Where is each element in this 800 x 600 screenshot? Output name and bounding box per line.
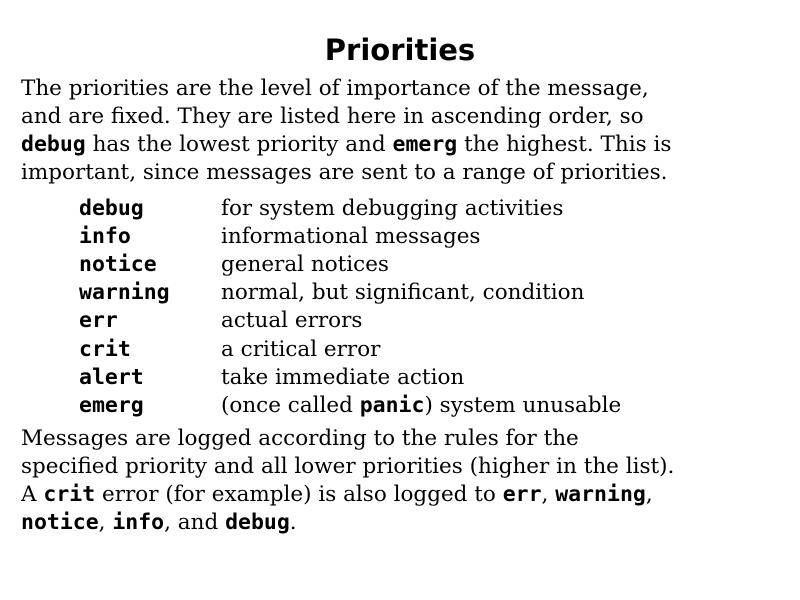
- priority-list: [79, 194, 779, 420]
- priority-description: informational messages: [221, 223, 481, 249]
- outro-line-4: [21, 509, 781, 537]
- priority-row-info: [79, 222, 779, 250]
- intro-line-3-end: the highest. This is: [457, 132, 672, 157]
- priority-row-err: [79, 307, 779, 335]
- priority-name: info: [79, 223, 131, 249]
- priority-description: [221, 393, 621, 418]
- priority-description: normal, but significant, condition: [221, 280, 585, 306]
- outro-line-3-sep-1: ,: [541, 482, 556, 507]
- outro-line-3-mid: error (for example) is also logged to: [95, 482, 503, 507]
- intro-paragraph: [21, 75, 781, 187]
- description-pre: (once called: [221, 392, 360, 418]
- priority-row-debug: [79, 194, 779, 222]
- code-notice: notice: [21, 510, 99, 535]
- outro-line-3-pre: A: [21, 482, 44, 507]
- outro-line-1: Messages are logged according to the rules for the: [21, 426, 579, 451]
- priority-row-emerg: [79, 391, 779, 419]
- page-title: Priorities: [324, 33, 476, 67]
- priority-description: for system debugging activities: [221, 195, 564, 221]
- outro-line-2: specified priority and all lower priorities (higher in the list).: [21, 454, 675, 479]
- outro-line-3-sep-2: ,: [645, 482, 653, 507]
- intro-line-1: The priorities are the level of importance of the message,: [21, 76, 649, 101]
- code-info: info: [112, 510, 165, 535]
- description-post: ) system unusable: [424, 392, 622, 418]
- outro-line-4-sep-2: , and: [164, 510, 226, 535]
- code-panic: panic: [359, 392, 425, 418]
- priority-name: err: [79, 308, 118, 334]
- priority-row-warning: [79, 279, 779, 307]
- priority-row-notice: [79, 250, 779, 278]
- priority-name: alert: [79, 364, 144, 390]
- priority-row-crit: [79, 335, 779, 363]
- priority-description: actual errors: [221, 308, 363, 334]
- code-crit: crit: [43, 482, 96, 507]
- priority-name: warning: [79, 280, 170, 306]
- outro-line-4-sep-1: ,: [98, 510, 113, 535]
- priority-name: notice: [79, 251, 157, 277]
- priority-name: emerg: [79, 392, 144, 418]
- priority-row-alert: [79, 363, 779, 391]
- outro-line-4-end: .: [289, 510, 297, 535]
- code-warning: warning: [555, 482, 646, 507]
- outro-paragraph: [21, 425, 781, 537]
- intro-line-2: and are fixed. They are listed here in ascending order, so: [21, 104, 644, 129]
- priority-description: take immediate action: [221, 364, 465, 390]
- priority-description: a critical error: [221, 336, 381, 362]
- intro-line-3-mid: has the lowest priority and: [85, 132, 393, 157]
- code-err: err: [502, 482, 542, 507]
- code-debug: debug: [225, 510, 290, 535]
- code-debug: debug: [21, 132, 86, 157]
- priority-name: crit: [79, 336, 131, 362]
- code-emerg: emerg: [392, 132, 458, 157]
- priority-name: debug: [79, 195, 144, 221]
- intro-line-4: important, since messages are sent to a range of priorities.: [21, 160, 668, 185]
- intro-line-3: [21, 131, 781, 159]
- priority-description: general notices: [221, 251, 389, 277]
- outro-line-3: [21, 481, 781, 509]
